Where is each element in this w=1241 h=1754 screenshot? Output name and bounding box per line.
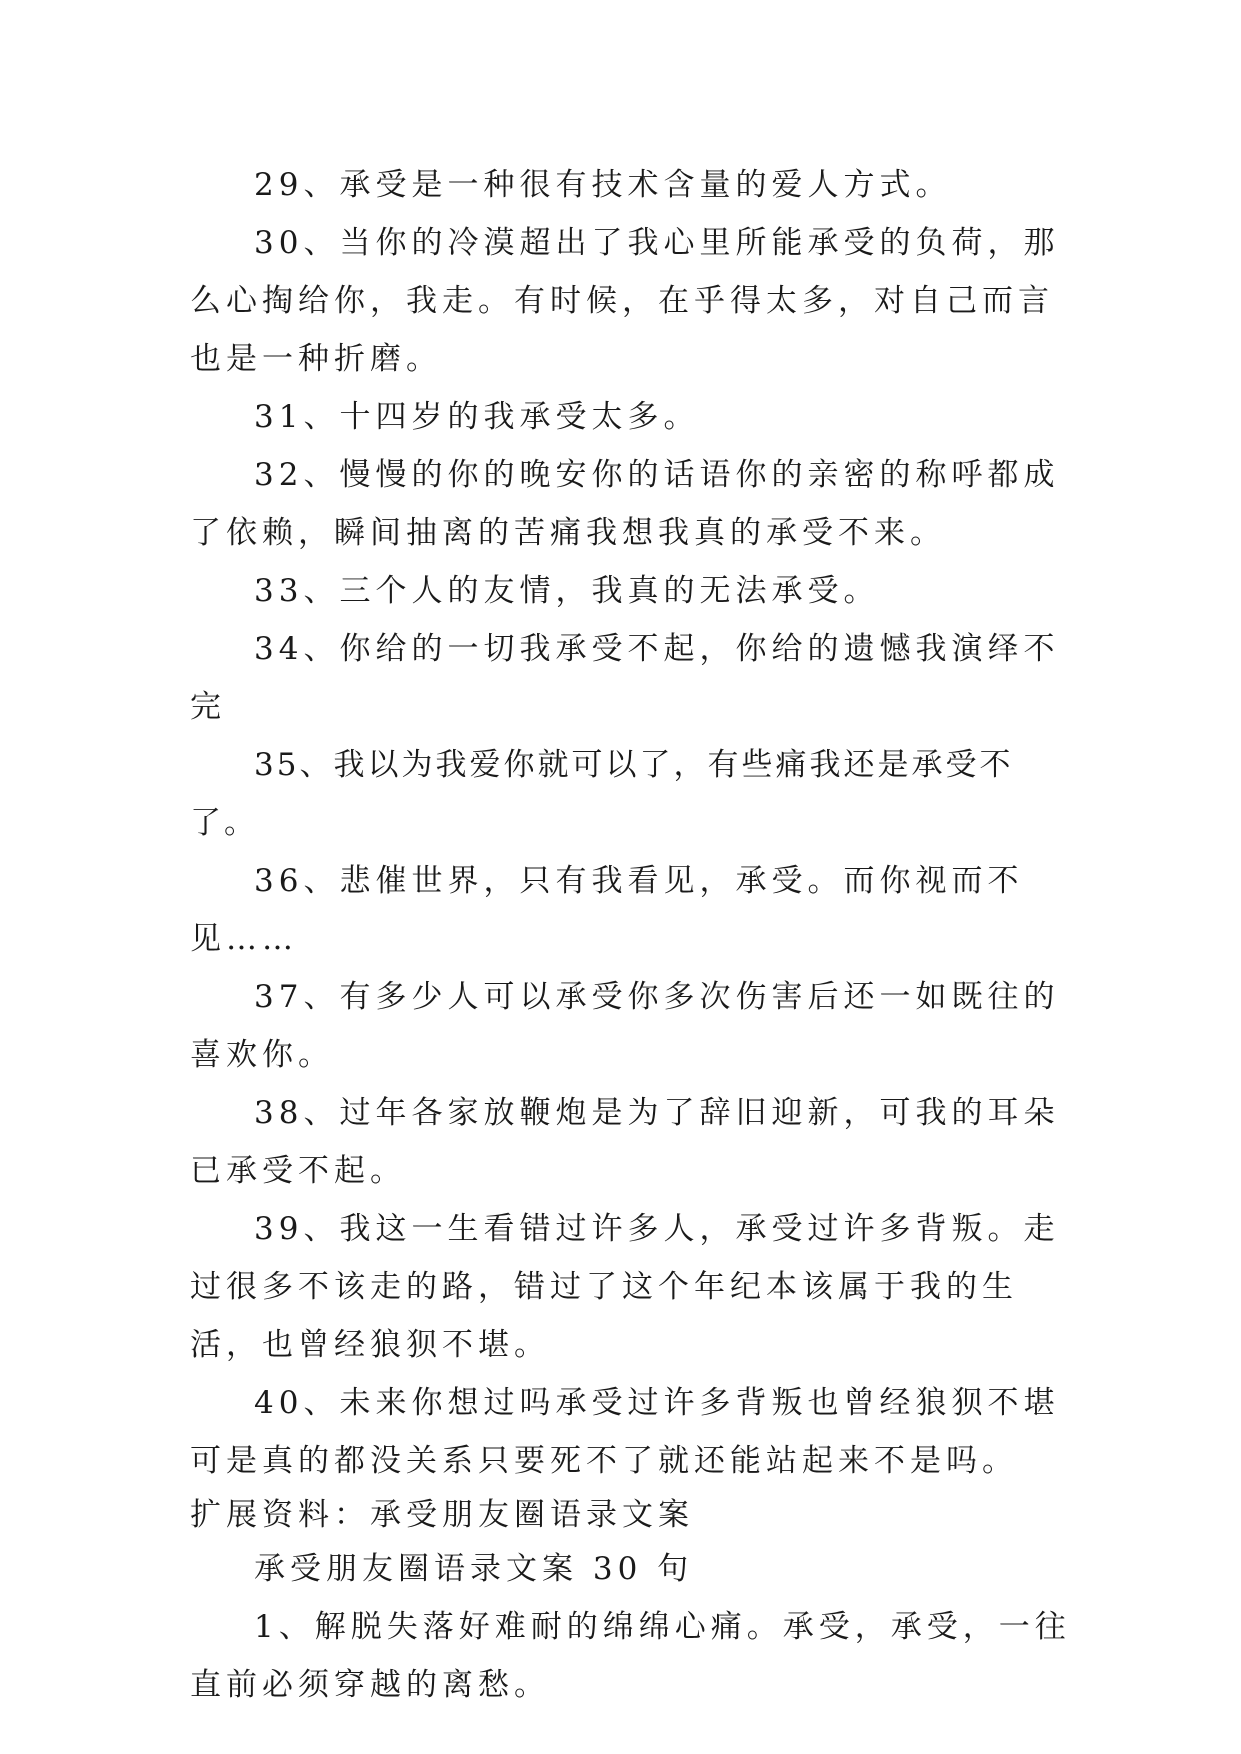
paragraph-40: 40、未来你想过吗承受过许多背叛也曾经狼狈不堪可是真的都没关系只要死不了就还能站起来不是吗。 <box>190 1385 1060 1479</box>
paragraph-31: 31、十四岁的我承受太多。 <box>254 399 700 435</box>
paragraph-35: 35、我以为我爱你就可以了，有些痛我还是承受不了。 <box>190 747 1014 841</box>
paragraph-1: 1、解脱失落好难耐的绵绵心痛。承受，承受，一往直前必须穿越的离愁。 <box>190 1609 1071 1703</box>
paragraph-33: 33、三个人的友情，我真的无法承受。 <box>254 573 880 609</box>
paragraph-32: 32、慢慢的你的晚安你的话语你的亲密的称呼都成了依赖，瞬间抽离的苦痛我想我真的承受不来。 <box>190 457 1060 551</box>
paragraph-30: 30、当你的冷漠超出了我心里所能承受的负荷，那么心掏给你，我走。有时候，在乎得太多，对自己而言也是一种折磨。 <box>190 225 1060 377</box>
paragraph-29: 29、承受是一种很有技术含量的爱人方式。 <box>254 167 952 203</box>
paragraph-38: 38、过年各家放鞭炮是为了辞旧迎新，可我的耳朵已承受不起。 <box>190 1095 1060 1189</box>
section-heading: 扩展资料：承受朋友圈语录文案 <box>190 1497 694 1533</box>
document-body <box>190 156 1080 1714</box>
paragraph-34: 34、你给的一切我承受不起，你给的遗憾我演绎不完 <box>190 631 1060 725</box>
paragraph-37: 37、有多少人可以承受你多次伤害后还一如既往的喜欢你。 <box>190 979 1060 1073</box>
subsection-title: 承受朋友圈语录文案 30 句 <box>254 1551 694 1587</box>
paragraph-36: 36、悲催世界，只有我看见，承受。而你视而不见…… <box>190 863 1024 957</box>
paragraph-39: 39、我这一生看错过许多人，承受过许多背叛。走过很多不该走的路，错过了这个年纪本该属于我的生活，也曾经狼狈不堪。 <box>190 1211 1060 1363</box>
